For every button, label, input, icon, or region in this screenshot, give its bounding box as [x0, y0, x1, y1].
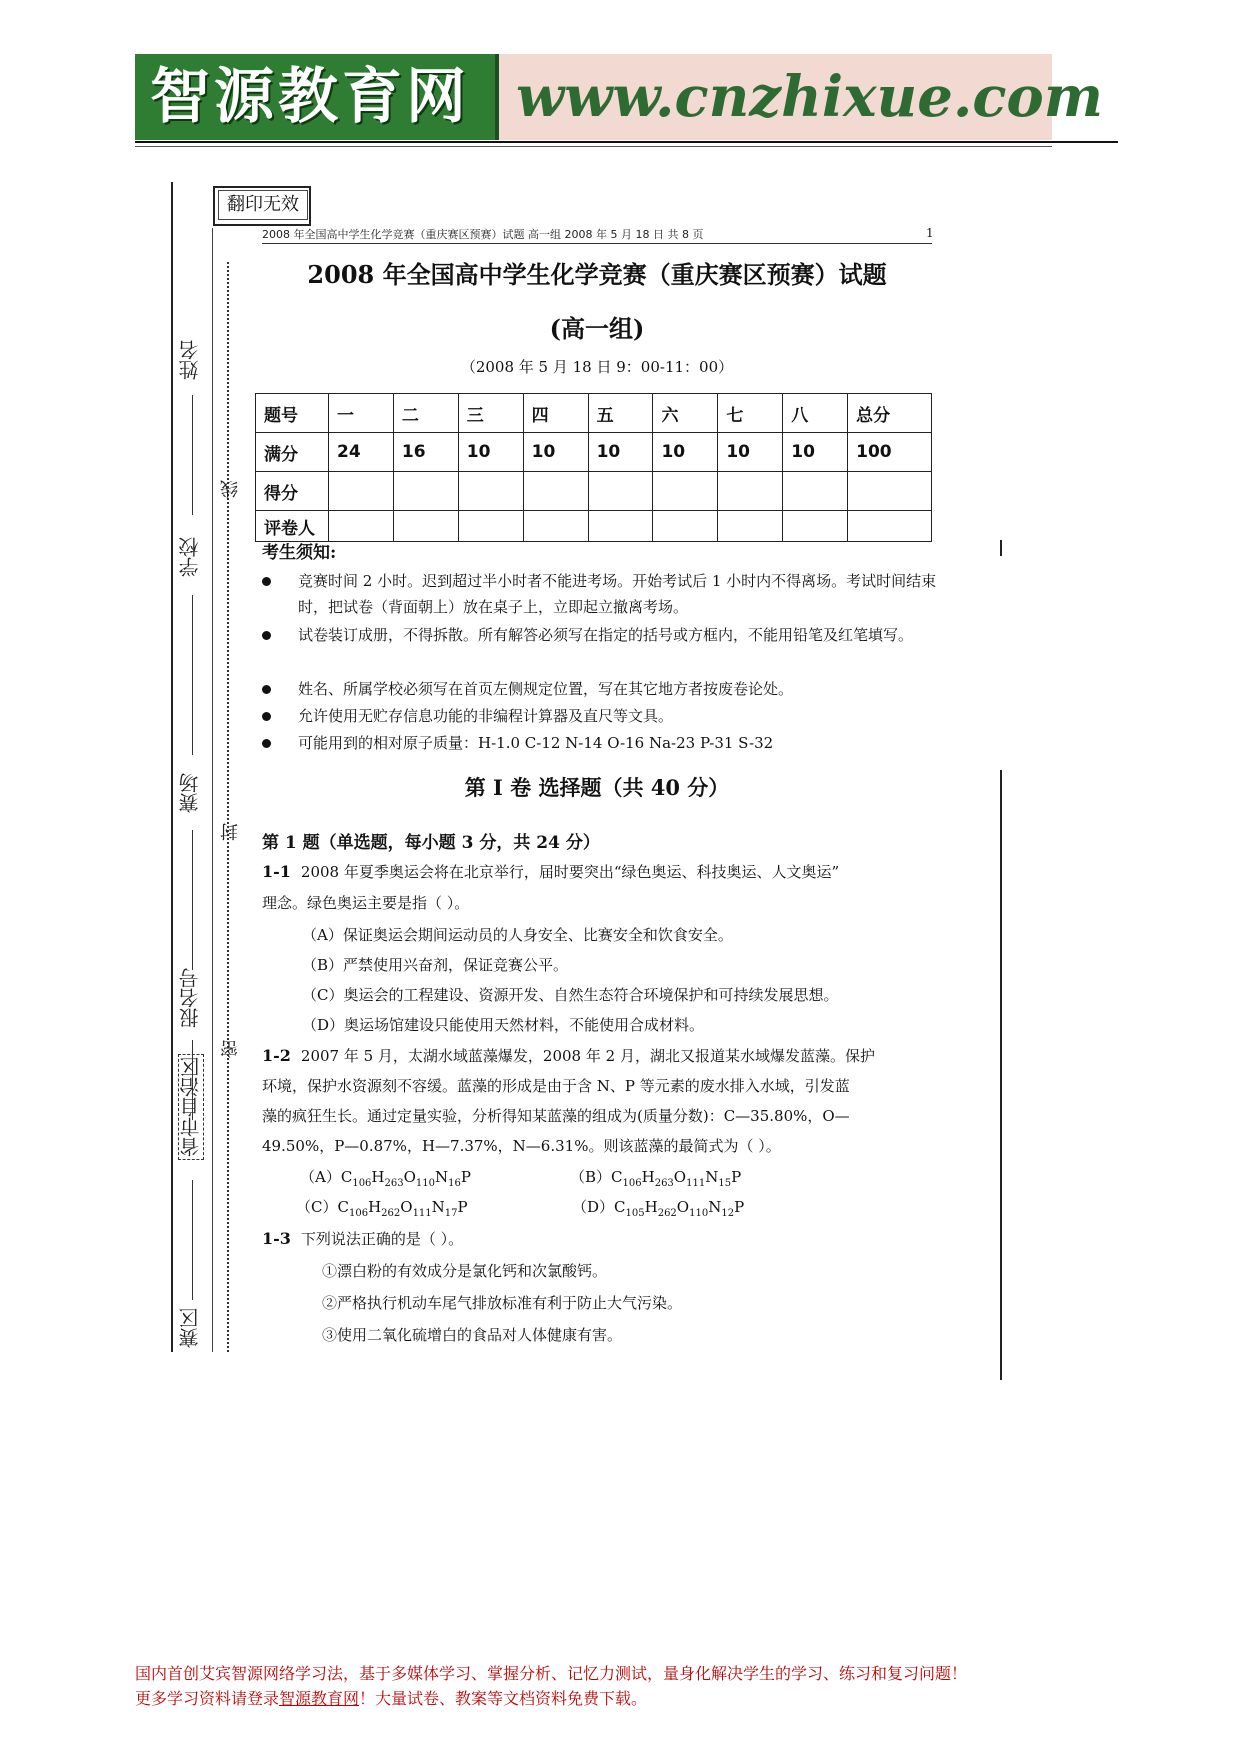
banner-divider-thin — [135, 146, 1052, 147]
table-cell: 24 — [329, 433, 394, 472]
option-label: （C） — [296, 1198, 338, 1216]
notice-item-text: 竞赛时间 2 小时。迟到超过半小时者不能进考场。开始考试后 1 小时内不得离场。考试时间结束时，把试卷（背面朝上）放在桌子上，立即起立撤离考场。 — [298, 572, 937, 616]
formula-subscript: 106 — [348, 1208, 369, 1219]
question-id: 1-1 — [262, 862, 291, 881]
notice-item — [262, 730, 952, 756]
formula-element: N — [431, 1198, 445, 1216]
formula-subscript: 263 — [384, 1178, 404, 1189]
formula-subscript: 110 — [415, 1178, 436, 1189]
question-1-title: 第 1 题（单选题，每小题 3 分，共 24 分） — [262, 833, 600, 853]
notice-item — [262, 568, 952, 620]
score-input-cell[interactable] — [329, 472, 394, 511]
formula-element: H — [368, 1198, 382, 1216]
score-table-score-row — [256, 472, 932, 511]
question-1-3-stem — [262, 1224, 952, 1254]
grader-input-cell[interactable] — [523, 511, 588, 542]
table-cell: 10 — [783, 433, 848, 472]
grader-input-cell[interactable] — [458, 511, 523, 542]
question-text: 下列说法正确的是（ ）。 — [300, 1230, 464, 1248]
formula-element: O — [403, 1168, 416, 1186]
score-input-cell[interactable] — [848, 472, 932, 511]
option-label: （B） — [570, 1168, 612, 1186]
notice-item-text: 姓名、所属学校必须写在首页左侧规定位置，写在其它地方者按废卷论处。 — [298, 680, 794, 698]
margin-tick — [1000, 540, 1002, 556]
table-cell: 八 — [783, 394, 848, 433]
blank-school — [192, 595, 193, 755]
option-c[interactable]: （C）奥运会的工程建设、资源开发、自然生态符合环境保护和可持续发展思想。 — [302, 986, 839, 1004]
question-text: 2007 年 5 月，太湖水域蓝藻爆发，2008 年 2 月，湖北又报道某水域爆发蓝藻。保护 — [300, 1047, 875, 1065]
table-cell: 一 — [329, 394, 394, 433]
table-cell: 评卷人 — [256, 511, 329, 542]
blank-province — [192, 1180, 193, 1300]
formula-element: H — [644, 1198, 658, 1216]
table-cell: 100 — [848, 433, 932, 472]
bullet-icon — [262, 631, 271, 640]
notice-item-text: 可能用到的相对原子质量：H-1.0 C-12 N-14 O-16 Na-23 P-31 S-32 — [298, 734, 774, 752]
grader-input-cell[interactable] — [329, 511, 394, 542]
label-region: 赛区 — [178, 1308, 202, 1348]
table-cell: 10 — [653, 433, 718, 472]
footer-site-link[interactable]: 智源教育网 — [279, 1689, 360, 1708]
formula-subscript: 111 — [412, 1208, 432, 1219]
question-1-2-line1 — [262, 1041, 952, 1071]
grader-input-cell[interactable] — [588, 511, 653, 542]
stamp-no-copy: 翻印无效 — [218, 190, 308, 220]
bullet-icon — [262, 577, 271, 586]
margin-bar — [1000, 770, 1002, 1380]
formula-element: C — [340, 1168, 353, 1186]
formula-subscript: 17 — [444, 1208, 458, 1219]
exam-title: 2008 年全国高中学生化学竞赛（重庆赛区预赛）试题 — [307, 260, 887, 289]
score-input-cell[interactable] — [458, 472, 523, 511]
statement-1: ①漂白粉的有效成分是氯化钙和次氯酸钙。 — [322, 1262, 608, 1280]
table-cell: 四 — [523, 394, 588, 433]
mark-line: 线 — [220, 480, 241, 498]
formula-subscript: 15 — [718, 1178, 732, 1189]
page-header-rule — [262, 243, 932, 244]
site-url[interactable]: www.cnzhixue.com — [516, 64, 1104, 130]
notice-item — [262, 622, 952, 674]
formula-subscript: 105 — [625, 1208, 645, 1219]
notice-title: 考生须知: — [262, 543, 337, 563]
formula-element: H — [641, 1168, 655, 1186]
banner-divider — [135, 141, 1118, 143]
mark-secret: 密 — [220, 1040, 241, 1058]
formula-element: P — [734, 1198, 745, 1216]
score-input-cell[interactable] — [783, 472, 848, 511]
formula-element: H — [371, 1168, 385, 1186]
formula-subscript: 16 — [448, 1178, 461, 1189]
formula-subscript: 262 — [657, 1208, 677, 1219]
score-input-cell[interactable] — [718, 472, 783, 511]
footer-text: ！大量试卷、教案等文档资料免费下载。 — [359, 1689, 648, 1708]
binding-dotted-line — [227, 262, 229, 1352]
notice-item-text: 允许使用无贮存信息功能的非编程计算器及直尺等文具。 — [298, 707, 674, 725]
question-id: 1-2 — [262, 1046, 291, 1065]
table-cell: 10 — [523, 433, 588, 472]
question-1-2-line2: 环境，保护水资源刻不容缓。蓝藻的形成是由于含 N、P 等元素的废水排入水域，引发蓝 — [262, 1077, 850, 1095]
option-a[interactable]: （A）保证奥运会期间运动员的人身安全、比赛安全和饮食安全。 — [302, 926, 733, 944]
blank-name — [192, 395, 193, 515]
formula-element: C — [611, 1168, 623, 1186]
bullet-icon — [262, 685, 271, 694]
grader-input-cell[interactable] — [783, 511, 848, 542]
table-cell: 满分 — [256, 433, 329, 472]
label-name: 姓名 — [178, 340, 202, 380]
table-cell: 得分 — [256, 472, 329, 511]
footer-line-2 — [135, 1687, 647, 1711]
formula-element: N — [705, 1168, 719, 1186]
score-input-cell[interactable] — [393, 472, 458, 511]
page-header: 2008 年全国高中学生化学竞赛（重庆赛区预赛）试题 高一组 2008 年 5 月 18 日 共 8 页 — [262, 228, 704, 241]
table-cell: 六 — [653, 394, 718, 433]
formula-subscript: 106 — [352, 1178, 372, 1189]
formula-element: O — [400, 1198, 413, 1216]
mark-seal: 封 — [220, 823, 241, 841]
formula-element: N — [435, 1168, 449, 1186]
score-table — [255, 393, 932, 542]
binding-inner-line — [212, 228, 213, 1352]
table-cell: 总分 — [848, 394, 932, 433]
formula-element: N — [708, 1198, 722, 1216]
label-reg-number: 报名号 — [178, 968, 202, 1028]
table-cell: 题号 — [256, 394, 329, 433]
formula-subscript: 106 — [622, 1178, 642, 1189]
formula-element: P — [460, 1168, 471, 1186]
option-d[interactable]: （D）奥运场馆建设只能使用天然材料，不能使用合成材料。 — [302, 1016, 705, 1034]
formula-element: P — [731, 1168, 742, 1186]
formula-element: C — [614, 1198, 626, 1216]
score-table-full-marks-row — [256, 433, 932, 472]
question-1-2-line3: 藻的疯狂生长。通过定量实验，分析得知某蓝藻的组成为(质量分数)：C—35.80%，O— — [262, 1107, 850, 1125]
table-cell: 16 — [393, 433, 458, 472]
option-label: （A） — [300, 1168, 341, 1186]
option-label: （D） — [572, 1198, 615, 1216]
formula-element: C — [337, 1198, 349, 1216]
exam-subtitle: (高一组) — [549, 314, 645, 343]
option-b[interactable]: （B）严禁使用兴奋剂，保证竞赛公平。 — [302, 956, 569, 974]
exam-datetime: （2008 年 5 月 18 日 9：00-11：00） — [460, 358, 734, 376]
blank-venue — [192, 830, 193, 970]
table-cell: 七 — [718, 394, 783, 433]
label-school: 学校 — [178, 537, 202, 577]
page-number: 1 — [926, 226, 934, 240]
formula-element: O — [673, 1168, 687, 1186]
table-cell: 10 — [458, 433, 523, 472]
binding-line — [171, 182, 173, 1352]
formula-subscript: 12 — [721, 1208, 735, 1219]
question-text: 2008 年夏季奥运会将在北京举行，届时要突出“绿色奥运、科技奥运、人文奥运” — [300, 863, 840, 881]
formula-subscript: 263 — [654, 1178, 674, 1189]
formula-subscript: 111 — [686, 1178, 706, 1189]
formula-subscript: 110 — [689, 1208, 709, 1219]
notice-item-text: 试卷装订成册，不得拆散。所有解答必须写在指定的括号或方框内，不能用铅笔及红笔填写。 — [298, 626, 914, 644]
grader-input-cell[interactable] — [718, 511, 783, 542]
label-venue: 赛场 — [178, 773, 202, 813]
grader-input-cell[interactable] — [653, 511, 718, 542]
label-province: 省市自治区 — [178, 1054, 204, 1160]
question-1-1-line2: 理念。绿色奥运主要是指（ ）。 — [262, 894, 470, 912]
notice-item — [262, 703, 952, 729]
question-id: 1-3 — [262, 1229, 291, 1248]
footer-line-1: 国内首创艾宾智源网络学习法，基于多媒体学习、掌握分析、记忆力测试，量身化解决学生的学习、练习和复习问题！ — [135, 1664, 968, 1683]
score-table-grader-row — [256, 511, 932, 542]
table-cell: 二 — [393, 394, 458, 433]
formula-element: O — [676, 1198, 690, 1216]
score-input-cell[interactable] — [653, 472, 718, 511]
score-table-header-row — [256, 394, 932, 433]
bullet-icon — [262, 712, 271, 721]
notice-item — [262, 676, 952, 702]
bullet-icon — [262, 739, 271, 748]
table-cell: 10 — [718, 433, 783, 472]
section-title: 第 I 卷 选择题（共 40 分） — [464, 775, 730, 800]
table-cell: 10 — [588, 433, 653, 472]
grader-input-cell[interactable] — [393, 511, 458, 542]
footer-text: 更多学习资料请登录 — [135, 1689, 280, 1708]
grader-input-cell[interactable] — [848, 511, 932, 542]
question-1-2-line4: 49.50%，P—0.87%，H—7.37%，N—6.31%。则该蓝藻的最简式为（ ）。 — [262, 1137, 781, 1155]
score-input-cell[interactable] — [523, 472, 588, 511]
formula-subscript: 262 — [381, 1208, 401, 1219]
statement-3: ③使用二氧化硫增白的食品对人体健康有害。 — [322, 1326, 623, 1344]
site-logo[interactable]: 智源教育网 — [150, 62, 470, 132]
table-cell: 三 — [458, 394, 523, 433]
score-input-cell[interactable] — [588, 472, 653, 511]
table-cell: 五 — [588, 394, 653, 433]
formula-element: P — [457, 1198, 468, 1216]
question-1-1-line1 — [262, 857, 952, 887]
statement-2: ②严格执行机动车尾气排放标准有利于防止大气污染。 — [322, 1294, 683, 1312]
